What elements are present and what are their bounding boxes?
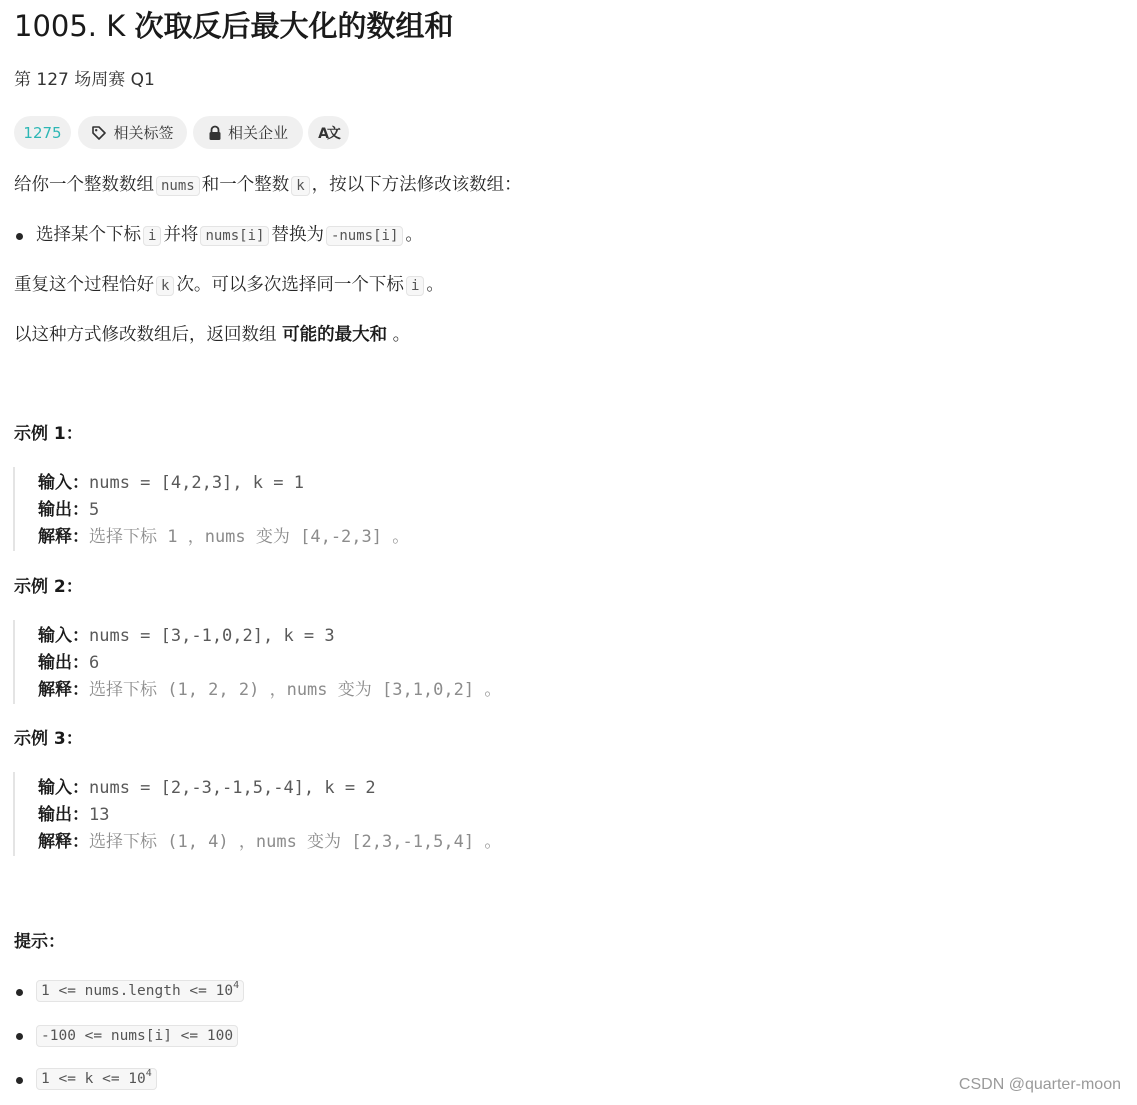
translate-button[interactable]: [308, 116, 349, 149]
text: 选择某个下标: [36, 225, 141, 245]
difficulty-rating-badge: [14, 116, 71, 149]
text: ，按以下方法修改该数组：: [311, 175, 522, 195]
inline-code: k: [156, 276, 174, 296]
explanation-value: 选择下标 1 ，nums 变为 [4,-2,3] 。: [89, 527, 410, 547]
text: 。: [392, 325, 411, 345]
explanation-label: 解释：: [38, 527, 89, 547]
example-2-quote-bar: [13, 620, 15, 704]
text: 并将: [163, 225, 199, 245]
text: 给你一个整数数组: [14, 175, 154, 195]
example-3-explanation: [38, 829, 501, 856]
text: 。: [405, 225, 423, 245]
explanation-value: 选择下标 (1, 2, 2) ，nums 变为 [3,1,0,2] 。: [89, 680, 502, 700]
example-1-output: [38, 497, 99, 524]
constraint-1: [36, 980, 244, 999]
example-3-heading: 示例 3：: [14, 729, 83, 749]
explanation-value: 选择下标 (1, 4) ，nums 变为 [2,3,-1,5,4] 。: [89, 832, 502, 852]
example-2-input: [38, 623, 335, 650]
inline-code: i: [406, 276, 424, 296]
input-value: nums = [3,-1,0,2], k = 3: [89, 626, 335, 646]
example-3-quote-bar: [13, 772, 15, 856]
output-label: 输出：: [38, 653, 89, 673]
constraint-2: [36, 1025, 238, 1044]
related-companies-button[interactable]: [193, 116, 303, 149]
example-1-explanation: [38, 524, 409, 551]
description-paragraph-1: [14, 171, 522, 200]
output-value: 5: [89, 500, 100, 520]
related-topics-button[interactable]: [78, 116, 187, 149]
constraint-3: [36, 1068, 157, 1087]
output-value: 13: [89, 805, 110, 825]
output-label: 输出：: [38, 500, 89, 520]
input-label: 输入：: [38, 626, 89, 646]
example-3-input: [38, 775, 376, 802]
constraint-text: 1 <= nums.length <= 10: [41, 983, 234, 999]
output-value: 6: [89, 653, 100, 673]
example-1-input: [38, 470, 304, 497]
input-label: 输入：: [38, 778, 89, 798]
input-value: nums = [2,-3,-1,5,-4], k = 2: [89, 778, 376, 798]
inline-code: i: [143, 226, 161, 246]
difficulty-rating-value: 1275: [23, 123, 62, 142]
text: 。: [426, 275, 444, 295]
text: 和一个整数: [201, 175, 290, 195]
emphasis: 可能的最大和: [282, 325, 388, 345]
output-label: 输出：: [38, 805, 89, 825]
translate-icon: A文: [318, 125, 339, 142]
inline-code: nums: [156, 176, 200, 196]
text: 以这种方式修改数组后，返回数组: [14, 325, 277, 345]
explanation-label: 解释：: [38, 680, 89, 700]
inline-code: -nums[i]: [326, 226, 403, 246]
constraint-code: -100 <= nums[i] <= 100: [36, 1025, 238, 1047]
bullet-dot: [16, 1033, 23, 1040]
example-2-output: [38, 650, 99, 677]
inline-code: k: [291, 176, 309, 196]
superscript: 4: [145, 1068, 152, 1079]
constraint-code: [36, 980, 244, 1002]
text: 重复这个过程恰好: [14, 275, 154, 295]
input-value: nums = [4,2,3], k = 1: [89, 473, 304, 493]
contest-link[interactable]: 第 127 场周赛 Q1: [14, 70, 155, 90]
description-paragraph-2: [14, 271, 444, 300]
superscript: 4: [233, 980, 240, 991]
bullet-dot: [16, 233, 23, 240]
problem-title: [14, 4, 454, 48]
example-3-output: [38, 802, 109, 829]
description-paragraph-3: [14, 321, 410, 349]
problem-name: 次取反后最大化的数组和: [134, 9, 454, 43]
watermark: CSDN @quarter-moon: [958, 1076, 1121, 1093]
example-1-quote-bar: [13, 467, 15, 551]
bullet-dot: [16, 1077, 23, 1084]
example-1-heading: 示例 1：: [14, 424, 83, 444]
description-bullet: [36, 221, 423, 250]
text: 次。可以多次选择同一个下标: [176, 275, 404, 295]
problem-number: 1005. K: [14, 9, 135, 43]
constraint-text: 1 <= k <= 10: [41, 1071, 146, 1087]
explanation-label: 解释：: [38, 832, 89, 852]
tag-icon: [91, 125, 107, 141]
input-label: 输入：: [38, 473, 89, 493]
bullet-dot: [16, 989, 23, 996]
constraint-code: [36, 1068, 157, 1090]
inline-code: nums[i]: [200, 226, 269, 246]
related-topics-label: 相关标签: [113, 124, 174, 142]
text: 替换为: [271, 225, 324, 245]
constraints-heading: 提示：: [14, 932, 65, 952]
related-companies-label: 相关企业: [227, 124, 288, 142]
example-2-explanation: [38, 677, 501, 704]
example-2-heading: 示例 2：: [14, 577, 83, 597]
lock-icon: [208, 125, 222, 141]
